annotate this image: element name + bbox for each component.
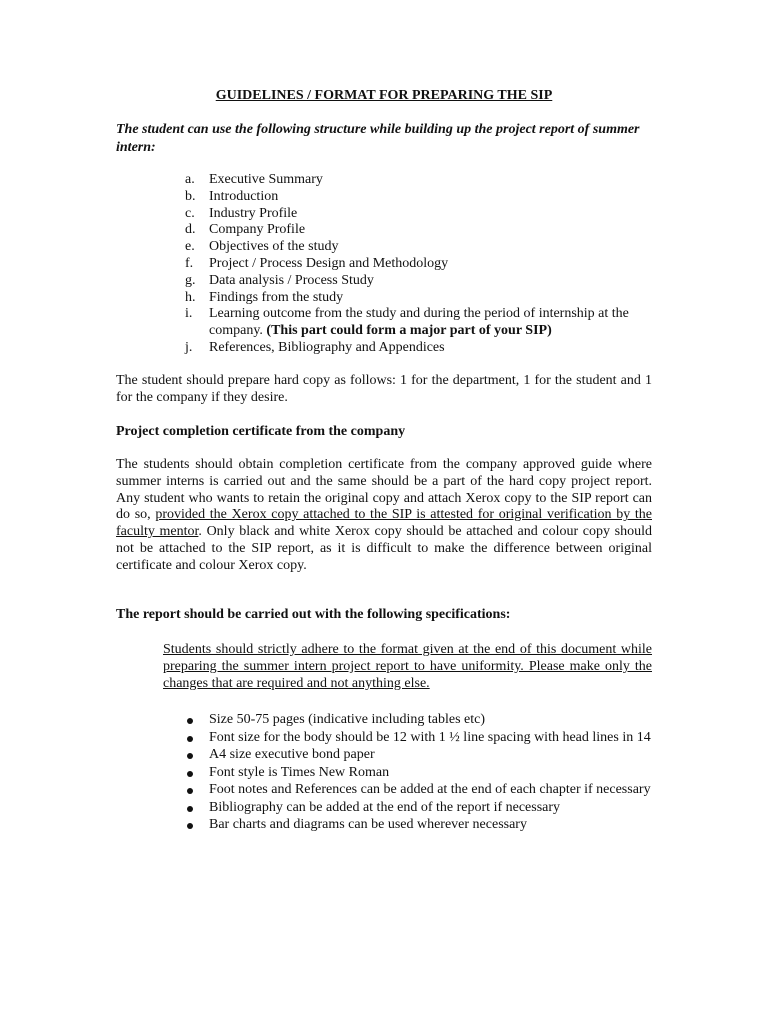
list-item-emphasis: (This part could form a major part of your SIP) xyxy=(266,323,552,339)
format-note: Students should strictly adhere to the format given at the end of this document while preparing the summer intern project report to have uniformity. Please make only the changes that are required and not anything else. xyxy=(163,642,652,691)
certificate-paragraph xyxy=(116,457,652,575)
bullet-icon xyxy=(187,736,193,742)
list-item xyxy=(185,273,655,290)
list-item xyxy=(185,711,652,729)
report-structure-list xyxy=(185,172,655,357)
list-marker: j. xyxy=(185,339,193,355)
list-item-text: Learning outcome from the study and during the period of internship at the company. xyxy=(209,306,629,339)
list-item-text: Findings from the study xyxy=(209,289,344,305)
list-item-text: Font style is Times New Roman xyxy=(209,764,390,780)
list-item xyxy=(185,222,655,239)
list-item xyxy=(185,189,655,206)
list-marker: a. xyxy=(185,172,195,187)
specifications-list xyxy=(185,711,652,834)
list-item xyxy=(185,206,655,223)
certificate-text-part2: . Only black and white Xerox copy should be attached and colour copy should not be attached to the SIP report, as it is difficult to make the difference between original certificate and colour Xerox copy. xyxy=(116,524,652,573)
list-item-text: Introduction xyxy=(209,188,279,204)
intro-text: The student can use the following structure while building up the project report of summer intern: xyxy=(116,122,640,155)
list-item xyxy=(185,256,655,273)
list-item xyxy=(185,799,652,817)
list-item-text: Objectives of the study xyxy=(209,239,339,255)
list-marker: b. xyxy=(185,188,196,204)
bullet-icon xyxy=(187,771,193,777)
document-title: GUIDELINES / FORMAT FOR PREPARING THE SIP xyxy=(215,88,553,103)
specifications-heading: The report should be carried out with the following specifications: xyxy=(116,607,511,622)
list-item xyxy=(185,746,652,764)
list-item-text: A4 size executive bond paper xyxy=(209,747,375,762)
hard-copy-paragraph: The student should prepare hard copy as follows: 1 for the department, 1 for the student and 1 for the company if they desire. xyxy=(116,373,652,405)
list-item-text: Industry Profile xyxy=(209,205,298,221)
bullet-icon xyxy=(187,788,193,794)
list-marker: e. xyxy=(185,239,195,255)
list-item-text: Size 50-75 pages (indicative including tables etc) xyxy=(209,712,486,727)
list-marker: i. xyxy=(185,306,193,322)
list-item xyxy=(185,764,652,782)
list-item-text: Executive Summary xyxy=(209,172,323,187)
list-item xyxy=(185,290,655,307)
bullet-icon xyxy=(187,718,193,724)
list-marker: g. xyxy=(185,272,196,288)
list-item-text: Bar charts and diagrams can be used wherever necessary xyxy=(209,817,527,832)
list-item-text: Bibliography can be added at the end of the report if necessary xyxy=(209,799,561,815)
bullet-icon xyxy=(187,823,193,829)
list-item xyxy=(185,340,655,357)
certificate-text-underlined: provided the Xerox copy attached to the SIP is attested for original verification by the faculty mentor xyxy=(116,507,652,540)
list-item xyxy=(185,239,655,256)
bullet-icon xyxy=(187,806,193,812)
list-marker: f. xyxy=(185,255,194,271)
bullet-icon xyxy=(187,753,193,759)
list-item-text: Font size for the body should be 12 with 1 ½ line spacing with head lines in 14 xyxy=(209,729,651,745)
list-item-text: Foot notes and References can be added at the end of each chapter if necessary xyxy=(209,782,651,797)
list-item xyxy=(185,781,652,799)
certificate-text-part1: The students should obtain completion certificate from the company approved guide where summer interns is carried out and the same should be a part of the hard copy project report. Any student who wants to retain the original copy and attach Xerox copy to the SIP report can do so, xyxy=(116,457,652,523)
list-marker: c. xyxy=(185,205,195,221)
list-marker: h. xyxy=(185,289,196,305)
list-item xyxy=(185,306,655,340)
list-item-text: Project / Process Design and Methodology xyxy=(209,255,449,271)
list-marker: d. xyxy=(185,222,196,238)
list-item xyxy=(185,816,652,834)
list-item xyxy=(185,172,655,189)
list-item xyxy=(185,729,652,747)
list-item-text: Company Profile xyxy=(209,222,306,238)
certificate-heading: Project completion certificate from the company xyxy=(116,424,406,439)
list-item-text: Data analysis / Process Study xyxy=(209,272,374,288)
list-item-text: References, Bibliography and Appendices xyxy=(209,339,445,355)
